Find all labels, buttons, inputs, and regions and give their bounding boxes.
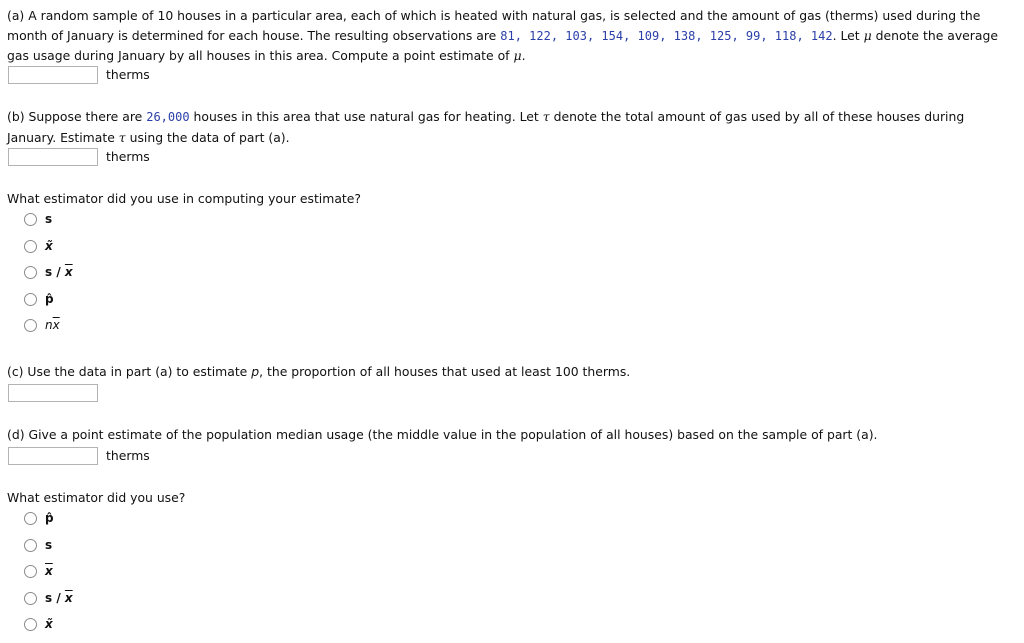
radio-button[interactable] [24,319,37,332]
radio-button[interactable] [24,512,37,525]
radio-button[interactable] [24,618,37,631]
radio-button[interactable] [24,213,37,226]
option-label: x̃ [45,239,53,253]
house-count: 26,000 [146,110,190,124]
radio-button[interactable] [24,240,37,253]
radio-option[interactable] [24,236,53,256]
mu-symbol: μ [863,27,872,43]
radio-option[interactable] [24,262,73,282]
radio-option[interactable] [24,561,53,581]
radio-option[interactable] [24,614,53,634]
part-d-input[interactable] [8,447,98,465]
radio-button[interactable] [24,539,37,552]
part-b-estimator-question: What estimator did you use in computing your estimate? [7,191,361,206]
part-c-answer [8,382,98,403]
observations: 81, 122, 103, 154, 109, 138, 125, 99, 118, 142 [500,28,833,43]
option-label: p̂ [45,511,54,525]
part-d-question: (d) Give a point estimate of the population median usage (the middle value in the population of all houses) based on the sample of part (a). [7,427,878,442]
mu-symbol: μ [513,48,522,63]
part-a-input[interactable] [8,66,98,84]
radio-button[interactable] [24,266,37,279]
radio-option[interactable] [24,209,52,229]
radio-option[interactable] [24,289,54,309]
part-a-answer [8,64,150,85]
unit-label: therms [106,67,150,82]
part-c-question: (c) Use the data in part (a) to estimate p, the proportion of all houses that used at least 100 therms. [7,364,631,379]
unit-label: therms [106,448,150,463]
part-b-question: (b) Suppose there are 26,000 houses in this area that use natural gas for heating. Let τ denote the total amount of gas used by all of these houses during January. Estimate τ using the data of part (a). [7,109,965,145]
option-label: s / $\overline{x}$ [45,591,73,605]
option-label: $\overline{x}$ [45,564,53,578]
radio-option[interactable] [24,535,52,555]
part-b-answer [8,146,150,167]
part-a-question: (a) A random sample of 10 houses in a particular area, each of which is heated with natural gas, is selected and the amount of gas (therms) used during the month of January is determined for each house. The resulting observations are 81, 122, 103, 154, 109, 138, 125, 99, 118, 142. Let μ denote the average gas usage during January by all houses in this area. Compute a point estimate of μ. [7,8,998,63]
option-label: s [45,212,53,226]
radio-option[interactable] [24,588,73,608]
unit-label: therms [106,149,150,164]
option-label: p̂ [45,292,54,306]
radio-button[interactable] [24,565,37,578]
tau-symbol: τ [118,129,126,145]
part-d-estimator-question: What estimator did you use? [7,490,186,505]
option-label: s [45,538,53,552]
radio-option[interactable] [24,315,60,335]
option-label: x̃ [45,617,53,631]
radio-button[interactable] [24,592,37,605]
radio-option[interactable] [24,508,54,528]
option-label: $n\overline{x}$ [45,318,60,332]
part-c-input[interactable] [8,384,98,402]
part-d-answer [8,445,150,466]
radio-button[interactable] [24,293,37,306]
option-label: s / $\overline{x}$ [45,265,73,279]
tau-symbol: τ [542,109,550,124]
part-b-input[interactable] [8,148,98,166]
p-symbol: p [251,364,260,379]
